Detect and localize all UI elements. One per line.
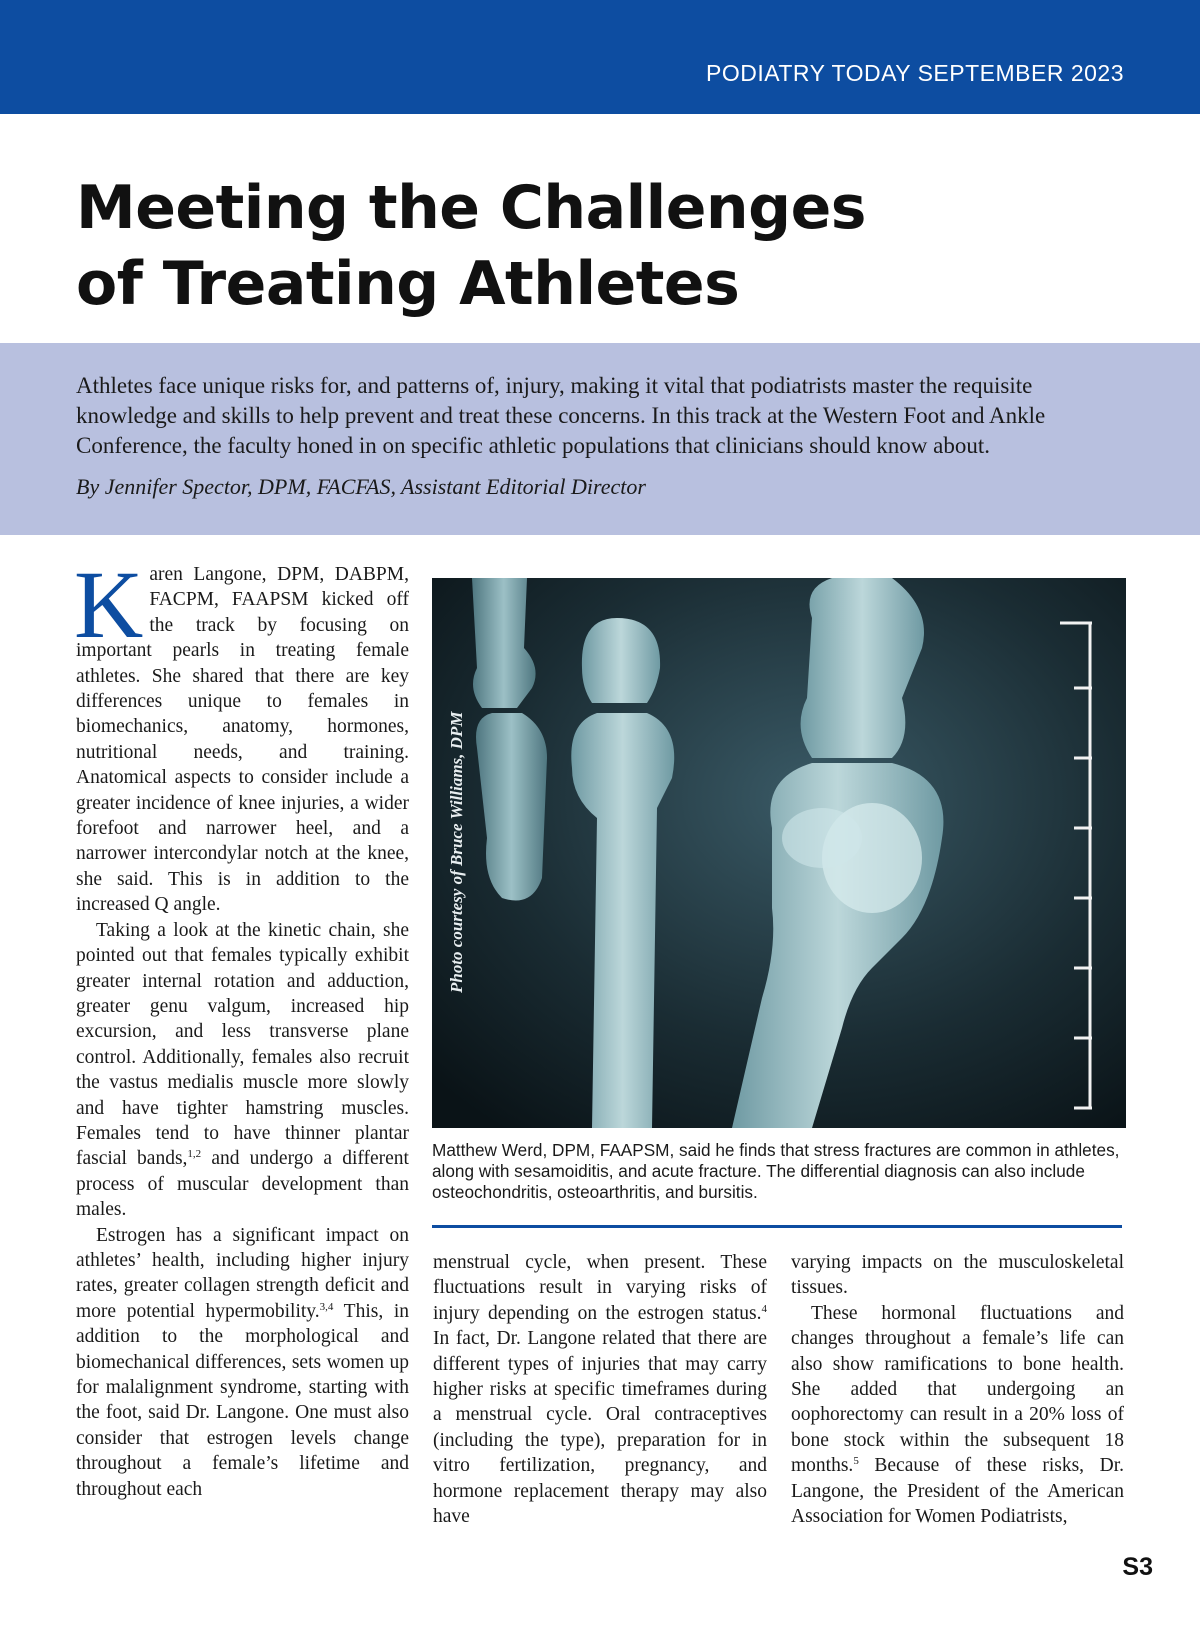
- caption-rule: [432, 1225, 1122, 1228]
- title-line-2: of Treating Athletes: [76, 249, 740, 319]
- paragraph-3-end: This, in addition to the morphological and biomechanical differences, sets women up for malalignment syndrome, starting with the foot, said Dr. Langone. One must also consider that estrogen levels change throughout a female’s lifetime and throughout each: [76, 1300, 409, 1500]
- citation-ref: 5: [853, 1455, 859, 1468]
- article-summary: Athletes face unique risks for, and patterns of, injury, making it vital that podiatrists master the requisite knowledge and skills to help prevent and treat these concerns. In this track at the Western Foot and Ankle Conference, the faculty honed in on specific athletic populations that clinicians should know about.: [76, 373, 1046, 458]
- body-column-3: [791, 1250, 1124, 1529]
- paragraph-1: [74, 551, 409, 918]
- paragraph-6-end: Because of these risks, Dr. Langone, the President of the American Association for Women Podiatrists,: [791, 1455, 1124, 1528]
- summary-band: [0, 343, 1200, 535]
- paragraph-1-text: aren Langone, DPM, DABPM, FACPM, FAAPSM kicked off the track by focusing on important pearls in treating female athletes. She shared that there are key differences unique to females in biomechanics, anatomy, hormones, nutritional needs, and training. Anatomical aspects to consider include a greater incidence of knee injuries, a wider forefoot and narrower heel, and a narrower intercondylar notch at the knee, she said. This is in addition to the increased Q angle.: [76, 564, 409, 916]
- body-column-2: [433, 1250, 767, 1529]
- paragraph-4: [433, 1250, 767, 1529]
- paragraph-4-end: In fact, Dr. Langone related that there are different types of injuries that may carry higher risks at specific timeframes during a menstrual cycle. Oral contraceptives (including the type), preparation for in vitro fertilization, pregnancy, and hormone replacement therapy may also have: [433, 1328, 767, 1528]
- body-column-1: [74, 551, 409, 1502]
- paragraph-2: [76, 918, 409, 1223]
- paragraph-3: [76, 1223, 409, 1502]
- paragraph-4-text: menstrual cycle, when present. These fluctuations result in varying risks of injury depending on the estrogen status.: [433, 1252, 767, 1324]
- paragraph-6-text: These hormonal fluctuations and changes throughout a female’s life can also show ramifications to bone health. She added that undergoing an oophorectomy can result in a 20% loss of bone stock within the subsequent 18 months.: [791, 1302, 1124, 1477]
- page-number: S3: [1122, 1553, 1153, 1581]
- xray-figure: [432, 578, 1126, 1128]
- issue-line: PODIATRY TODAY SEPTEMBER 2023: [705, 60, 1124, 86]
- paragraph-2-text: Taking a look at the kinetic chain, she pointed out that females typically exhibit greater internal rotation and adduction, greater genu valgum, increased hip excursion, and less transverse plane control. Additionally, females also recruit the vastus medialis muscle more slowly and have tighter hamstring muscles. Females tend to have thinner plantar fascial bands,: [76, 919, 409, 1170]
- paragraph-5: varying impacts on the musculoskeletal tissues.: [791, 1252, 1124, 1299]
- citation-ref: 4: [761, 1302, 767, 1315]
- title-line-1: Meeting the Challenges: [76, 173, 867, 243]
- masthead-bar: [0, 0, 1200, 114]
- byline: By Jennifer Spector, DPM, FACFAS, Assistant Editorial Director: [76, 474, 646, 499]
- citation-ref: 1,2: [187, 1148, 202, 1161]
- phalanx-middle-tip: [582, 618, 660, 703]
- fracture-fragment: [782, 808, 862, 868]
- paragraph-6: [791, 1301, 1124, 1530]
- paragraph-3-text: Estrogen has a significant impact on athletes’ health, including higher injury rates, greater collagen strength deficit and more potential hypermobility.: [76, 1224, 409, 1322]
- photo-credit: Photo courtesy of Bruce Williams, DPM: [447, 711, 466, 993]
- article-title: [76, 170, 1076, 322]
- drop-cap: K: [74, 551, 144, 658]
- figure-caption: Matthew Werd, DPM, FAAPSM, said he finds that stress fractures are common in athletes, along with sesamoiditis, and acute fracture. The differential diagnosis can also include osteochondritis, osteoarthritis, and bursitis.: [432, 1140, 1120, 1202]
- paragraph-2-end: and undergo a different process of muscular development than males.: [76, 1148, 409, 1221]
- citation-ref: 3,4: [319, 1300, 334, 1313]
